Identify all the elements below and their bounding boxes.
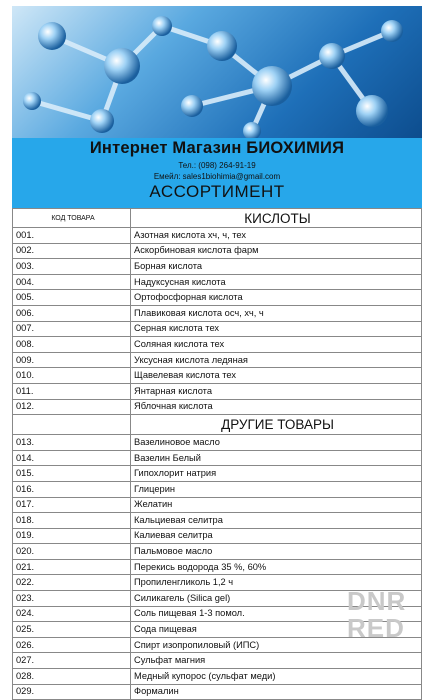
- product-name: Перекись водорода 35 %, 60%: [131, 559, 422, 575]
- product-code: 028.: [13, 669, 131, 685]
- table-row: [13, 497, 422, 513]
- product-code: 023.: [13, 591, 131, 607]
- product-name: Надуксусная кислота: [131, 274, 422, 290]
- product-name: Соляная кислота тех: [131, 337, 422, 353]
- table-row: [13, 290, 422, 306]
- table-row: [13, 337, 422, 353]
- product-code: 017.: [13, 497, 131, 513]
- product-name: Желатин: [131, 497, 422, 513]
- watermark-line-1: DNR: [347, 586, 407, 616]
- product-code: 005.: [13, 290, 131, 306]
- table-row: [13, 684, 422, 700]
- product-code: 006.: [13, 305, 131, 321]
- shop-title: Интернет Магазин БИОХИМИЯ: [89, 139, 345, 157]
- product-name: Плавиковая кислота осч, хч, ч: [131, 305, 422, 321]
- product-code: 003.: [13, 259, 131, 275]
- table-row: [13, 528, 422, 544]
- watermark-line-2: RED: [347, 613, 405, 643]
- product-code: 011.: [13, 383, 131, 399]
- table-row: [13, 321, 422, 337]
- table-row: [13, 669, 422, 685]
- product-name: Вазелиновое масло: [131, 435, 422, 451]
- table-row: [13, 450, 422, 466]
- product-code: 018.: [13, 513, 131, 529]
- product-code: 012.: [13, 399, 131, 415]
- table-row: [13, 305, 422, 321]
- product-code: 029.: [13, 684, 131, 700]
- product-code: 010.: [13, 368, 131, 384]
- section-title-other: ДРУГИЕ ТОВАРЫ: [131, 415, 422, 435]
- product-name: Азотная кислота хч, ч, тех: [131, 228, 422, 244]
- table-row: [13, 368, 422, 384]
- table-header-row: [13, 209, 422, 228]
- product-name: Уксусная кислота ледяная: [131, 352, 422, 368]
- product-code: 004.: [13, 274, 131, 290]
- product-code: 019.: [13, 528, 131, 544]
- code-column-header: КОД ТОВАРА: [13, 209, 131, 228]
- product-code: 024.: [13, 606, 131, 622]
- assortment-title: АССОРТИМЕНТ: [149, 182, 285, 201]
- email-address: Емейл: sales1biohimia@gmail.com: [153, 172, 281, 181]
- product-code: 022.: [13, 575, 131, 591]
- product-name: Яблочная кислота: [131, 399, 422, 415]
- dnrred-watermark-logo: [347, 588, 421, 648]
- product-name: Сода пищевая: [131, 622, 422, 638]
- product-code: 020.: [13, 544, 131, 560]
- phone-number: Тел.: (098) 264-91-19: [178, 161, 256, 170]
- product-name: Глицерин: [131, 481, 422, 497]
- product-name: Силикагель (Silica gel): [131, 591, 422, 607]
- table-row: [13, 653, 422, 669]
- product-name: Пропиленгликоль 1,2 ч: [131, 575, 422, 591]
- molecule-illustration: [12, 6, 422, 138]
- table-row: [13, 544, 422, 560]
- product-name: Щавелевая кислота тех: [131, 368, 422, 384]
- product-name: Формалин: [131, 684, 422, 700]
- product-code: 015.: [13, 466, 131, 482]
- product-code: 013.: [13, 435, 131, 451]
- table-row: [13, 352, 422, 368]
- table-row: [13, 259, 422, 275]
- table-row: [13, 513, 422, 529]
- product-name: Пальмовое масло: [131, 544, 422, 560]
- product-code: 021.: [13, 559, 131, 575]
- product-name: Кальциевая селитра: [131, 513, 422, 529]
- product-code: 025.: [13, 622, 131, 638]
- table-row: [13, 383, 422, 399]
- product-name: Аскорбиновая кислота фарм: [131, 243, 422, 259]
- product-name: Сульфат магния: [131, 653, 422, 669]
- product-code: 027.: [13, 653, 131, 669]
- table-row: [13, 481, 422, 497]
- product-code: 007.: [13, 321, 131, 337]
- table-row: [13, 435, 422, 451]
- product-name: Гипохлорит натрия: [131, 466, 422, 482]
- table-row: [13, 274, 422, 290]
- product-name: Медный купорос (сульфат меди): [131, 669, 422, 685]
- empty-code-cell: [13, 415, 131, 435]
- section-header-row: [13, 415, 422, 435]
- product-code: 002.: [13, 243, 131, 259]
- shop-header: [12, 138, 422, 208]
- section-title-acids: КИСЛОТЫ: [131, 209, 422, 228]
- table-row: [13, 243, 422, 259]
- product-code: 016.: [13, 481, 131, 497]
- product-code: 026.: [13, 637, 131, 653]
- product-name: Янтарная кислота: [131, 383, 422, 399]
- table-row: [13, 399, 422, 415]
- product-name: Вазелин Белый: [131, 450, 422, 466]
- product-name: Серная кислота тех: [131, 321, 422, 337]
- product-name: Соль пищевая 1-3 помол.: [131, 606, 422, 622]
- product-code: 009.: [13, 352, 131, 368]
- table-row: [13, 228, 422, 244]
- product-name: Спирт изопропиловый (ИПС): [131, 637, 422, 653]
- table-row: [13, 466, 422, 482]
- product-code: 008.: [13, 337, 131, 353]
- product-code: 001.: [13, 228, 131, 244]
- product-code: 014.: [13, 450, 131, 466]
- molecule-banner-image: [12, 6, 422, 138]
- table-row: [13, 559, 422, 575]
- product-name: Ортофосфорная кислота: [131, 290, 422, 306]
- product-name: Борная кислота: [131, 259, 422, 275]
- product-name: Калиевая селитра: [131, 528, 422, 544]
